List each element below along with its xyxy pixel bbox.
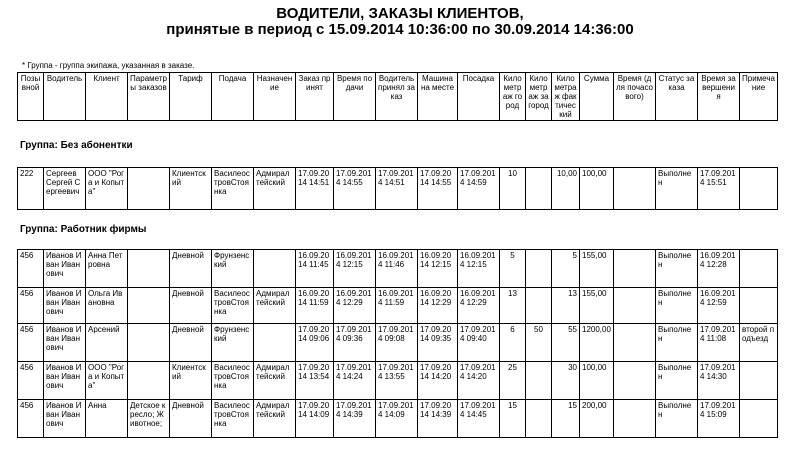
- table-cell: 16.09.2014 12:29: [458, 288, 500, 324]
- table-cell: 17.09.2014 14:55: [334, 168, 376, 210]
- table-cell: ВасилеостровСтоянка: [212, 400, 254, 438]
- column-header: Время подачи: [334, 73, 376, 121]
- table-cell: 25: [500, 362, 526, 400]
- table-cell: 17.09.2014 14:20: [418, 362, 458, 400]
- table-cell: 16.09.2014 11:59: [296, 288, 334, 324]
- table-cell: ООО "Рога и Копыта": [86, 362, 128, 400]
- table-cell: Выполнен: [656, 250, 698, 288]
- table-cell: [526, 400, 552, 438]
- table-cell: Адмиралтейский: [254, 400, 296, 438]
- table-cell: Клиентский: [170, 362, 212, 400]
- report-title: [0, 6, 800, 38]
- table-cell: 155,00: [580, 288, 614, 324]
- table-cell: [740, 400, 778, 438]
- table-cell: Арсений: [86, 324, 128, 362]
- table-cell: 17.09.2014 14:09: [296, 400, 334, 438]
- table-cell: 5: [552, 250, 580, 288]
- table-cell: 456: [18, 400, 44, 438]
- table-cell: 6: [500, 324, 526, 362]
- column-header: Водитель принял заказ: [376, 73, 418, 121]
- table-cell: 456: [18, 324, 44, 362]
- table-cell: 16.09.2014 12:59: [698, 288, 740, 324]
- column-header: Позывной: [18, 73, 44, 121]
- table-cell: [614, 168, 656, 210]
- table-cell: Дневной: [170, 400, 212, 438]
- table-cell: Анна Петровна: [86, 250, 128, 288]
- table-row: [18, 324, 778, 362]
- table-cell: Адмиралтейский: [254, 288, 296, 324]
- table-cell: 17.09.2014 09:08: [376, 324, 418, 362]
- table-cell: 17.09.2014 09:40: [458, 324, 500, 362]
- group-table-0: [17, 167, 778, 210]
- column-header: Клиент: [86, 73, 128, 121]
- report-title-line1: ВОДИТЕЛИ, ЗАКАЗЫ КЛИЕНТОВ,: [276, 5, 524, 22]
- table-cell: Адмиралтейский: [254, 168, 296, 210]
- table-cell: 16.09.2014 12:15: [334, 250, 376, 288]
- group-note: * Группа - группа экипажа, указанная в заказе.: [22, 61, 195, 70]
- column-header: Время (для почасового): [614, 73, 656, 121]
- table-cell: 16.09.2014 12:29: [334, 288, 376, 324]
- table-cell: [614, 362, 656, 400]
- table-cell: Фрунзенский: [212, 324, 254, 362]
- table-cell: [128, 250, 170, 288]
- table-cell: 16.09.2014 12:28: [698, 250, 740, 288]
- column-header: Время завершения: [698, 73, 740, 121]
- table-cell: [128, 362, 170, 400]
- table-cell: [526, 288, 552, 324]
- column-header: Заказ принят: [296, 73, 334, 121]
- table-cell: Выполнен: [656, 362, 698, 400]
- table-cell: 15: [500, 400, 526, 438]
- table-cell: 17.09.2014 11:08: [698, 324, 740, 362]
- table-cell: 100,00: [580, 168, 614, 210]
- table-cell: Выполнен: [656, 400, 698, 438]
- table-row: [18, 168, 778, 210]
- table-cell: [614, 288, 656, 324]
- column-header: Тариф: [170, 73, 212, 121]
- table-row: [18, 362, 778, 400]
- table-cell: [740, 288, 778, 324]
- table-cell: Ольга Ивановна: [86, 288, 128, 324]
- table-cell: 16.09.2014 12:15: [458, 250, 500, 288]
- table-cell: 5: [500, 250, 526, 288]
- table-cell: Дневной: [170, 250, 212, 288]
- table-cell: 17.09.2014 14:24: [334, 362, 376, 400]
- table-cell: Сергеев Сергей Сергеевич: [44, 168, 86, 210]
- table-cell: Анна: [86, 400, 128, 438]
- table-cell: Детское кресло; Животное;: [128, 400, 170, 438]
- table-cell: 17.09.2014 14:59: [458, 168, 500, 210]
- table-cell: [740, 168, 778, 210]
- column-header: Километраж фактический: [552, 73, 580, 121]
- table-cell: 222: [18, 168, 44, 210]
- group-label-1: Группа: Работник фирмы: [20, 224, 147, 235]
- table-cell: 16.09.2014 12:15: [418, 250, 458, 288]
- table-cell: [128, 288, 170, 324]
- table-cell: 17.09.2014 14:09: [376, 400, 418, 438]
- table-cell: [526, 168, 552, 210]
- table-cell: 456: [18, 362, 44, 400]
- table-cell: 16.09.2014 11:59: [376, 288, 418, 324]
- table-cell: 100,00: [580, 362, 614, 400]
- column-header: Назначение: [254, 73, 296, 121]
- table-cell: 55: [552, 324, 580, 362]
- table-cell: 17.09.2014 14:39: [418, 400, 458, 438]
- table-cell: 17.09.2014 09:35: [418, 324, 458, 362]
- table-cell: ВасилеостровСтоянка: [212, 288, 254, 324]
- table-cell: 30: [552, 362, 580, 400]
- table-cell: [614, 324, 656, 362]
- table-cell: ВасилеостровСтоянка: [212, 168, 254, 210]
- table-cell: 10: [500, 168, 526, 210]
- table-cell: 17.09.2014 14:45: [458, 400, 500, 438]
- table-row: [18, 288, 778, 324]
- table-cell: 17.09.2014 14:20: [458, 362, 500, 400]
- report-title-line2: принятые в период с 15.09.2014 10:36:00 по 30.09.2014 14:36:00: [166, 21, 634, 38]
- table-cell: 17.09.2014 14:55: [418, 168, 458, 210]
- column-header: Машина на месте: [418, 73, 458, 121]
- table-row: [18, 400, 778, 438]
- table-cell: 16.09.2014 11:45: [296, 250, 334, 288]
- column-header: Сумма: [580, 73, 614, 121]
- column-header: Подача: [212, 73, 254, 121]
- table-cell: [740, 362, 778, 400]
- table-cell: [526, 250, 552, 288]
- table-cell: 456: [18, 250, 44, 288]
- table-cell: Фрунзенский: [212, 250, 254, 288]
- table-cell: 200,00: [580, 400, 614, 438]
- table-cell: 17.09.2014 14:51: [296, 168, 334, 210]
- table-cell: Выполнен: [656, 288, 698, 324]
- table-cell: 17.09.2014 14:39: [334, 400, 376, 438]
- table-cell: 13: [552, 288, 580, 324]
- column-header: Водитель: [44, 73, 86, 121]
- table-cell: [128, 324, 170, 362]
- table-cell: 15: [552, 400, 580, 438]
- table-cell: Дневной: [170, 324, 212, 362]
- header-table: [17, 72, 778, 121]
- column-header: Примечание: [740, 73, 778, 121]
- table-cell: 17.09.2014 13:54: [296, 362, 334, 400]
- table-cell: [614, 400, 656, 438]
- table-cell: [614, 250, 656, 288]
- table-cell: 1200,00: [580, 324, 614, 362]
- table-cell: Иванов Иван Иванович: [44, 288, 86, 324]
- table-cell: Выполнен: [656, 168, 698, 210]
- table-cell: 17.09.2014 14:30: [698, 362, 740, 400]
- column-header: Километраж загород: [526, 73, 552, 121]
- table-cell: 155,00: [580, 250, 614, 288]
- table-cell: ВасилеостровСтоянка: [212, 362, 254, 400]
- table-cell: 17.09.2014 09:06: [296, 324, 334, 362]
- table-cell: Иванов Иван Иванович: [44, 324, 86, 362]
- table-cell: 17.09.2014 14:51: [376, 168, 418, 210]
- header-row: [18, 73, 778, 121]
- table-cell: [254, 250, 296, 288]
- table-cell: второй подъезд: [740, 324, 778, 362]
- group-table-1: [17, 249, 778, 438]
- table-cell: Иванов Иван Иванович: [44, 400, 86, 438]
- table-cell: 17.09.2014 15:51: [698, 168, 740, 210]
- table-cell: ООО "Рога и Копыта": [86, 168, 128, 210]
- column-header: Статус заказа: [656, 73, 698, 121]
- column-header: Километраж город: [500, 73, 526, 121]
- table-cell: [526, 362, 552, 400]
- column-header: Параметры заказов: [128, 73, 170, 121]
- table-cell: Дневной: [170, 288, 212, 324]
- table-cell: Иванов Иван Иванович: [44, 250, 86, 288]
- table-cell: [128, 168, 170, 210]
- table-cell: 17.09.2014 15:09: [698, 400, 740, 438]
- table-cell: 456: [18, 288, 44, 324]
- table-cell: [254, 324, 296, 362]
- table-cell: 13: [500, 288, 526, 324]
- table-cell: Клиентский: [170, 168, 212, 210]
- group-label-0: Группа: Без абонентки: [20, 140, 133, 151]
- table-cell: Адмиралтейский: [254, 362, 296, 400]
- column-header: Посадка: [458, 73, 500, 121]
- table-cell: Выполнен: [656, 324, 698, 362]
- table-row: [18, 250, 778, 288]
- table-cell: 16.09.2014 12:29: [418, 288, 458, 324]
- table-cell: Иванов Иван Иванович: [44, 362, 86, 400]
- table-cell: 50: [526, 324, 552, 362]
- table-cell: 10,00: [552, 168, 580, 210]
- table-cell: 17.09.2014 13:55: [376, 362, 418, 400]
- table-cell: 16.09.2014 11:46: [376, 250, 418, 288]
- table-cell: [740, 250, 778, 288]
- table-cell: 17.09.2014 09:36: [334, 324, 376, 362]
